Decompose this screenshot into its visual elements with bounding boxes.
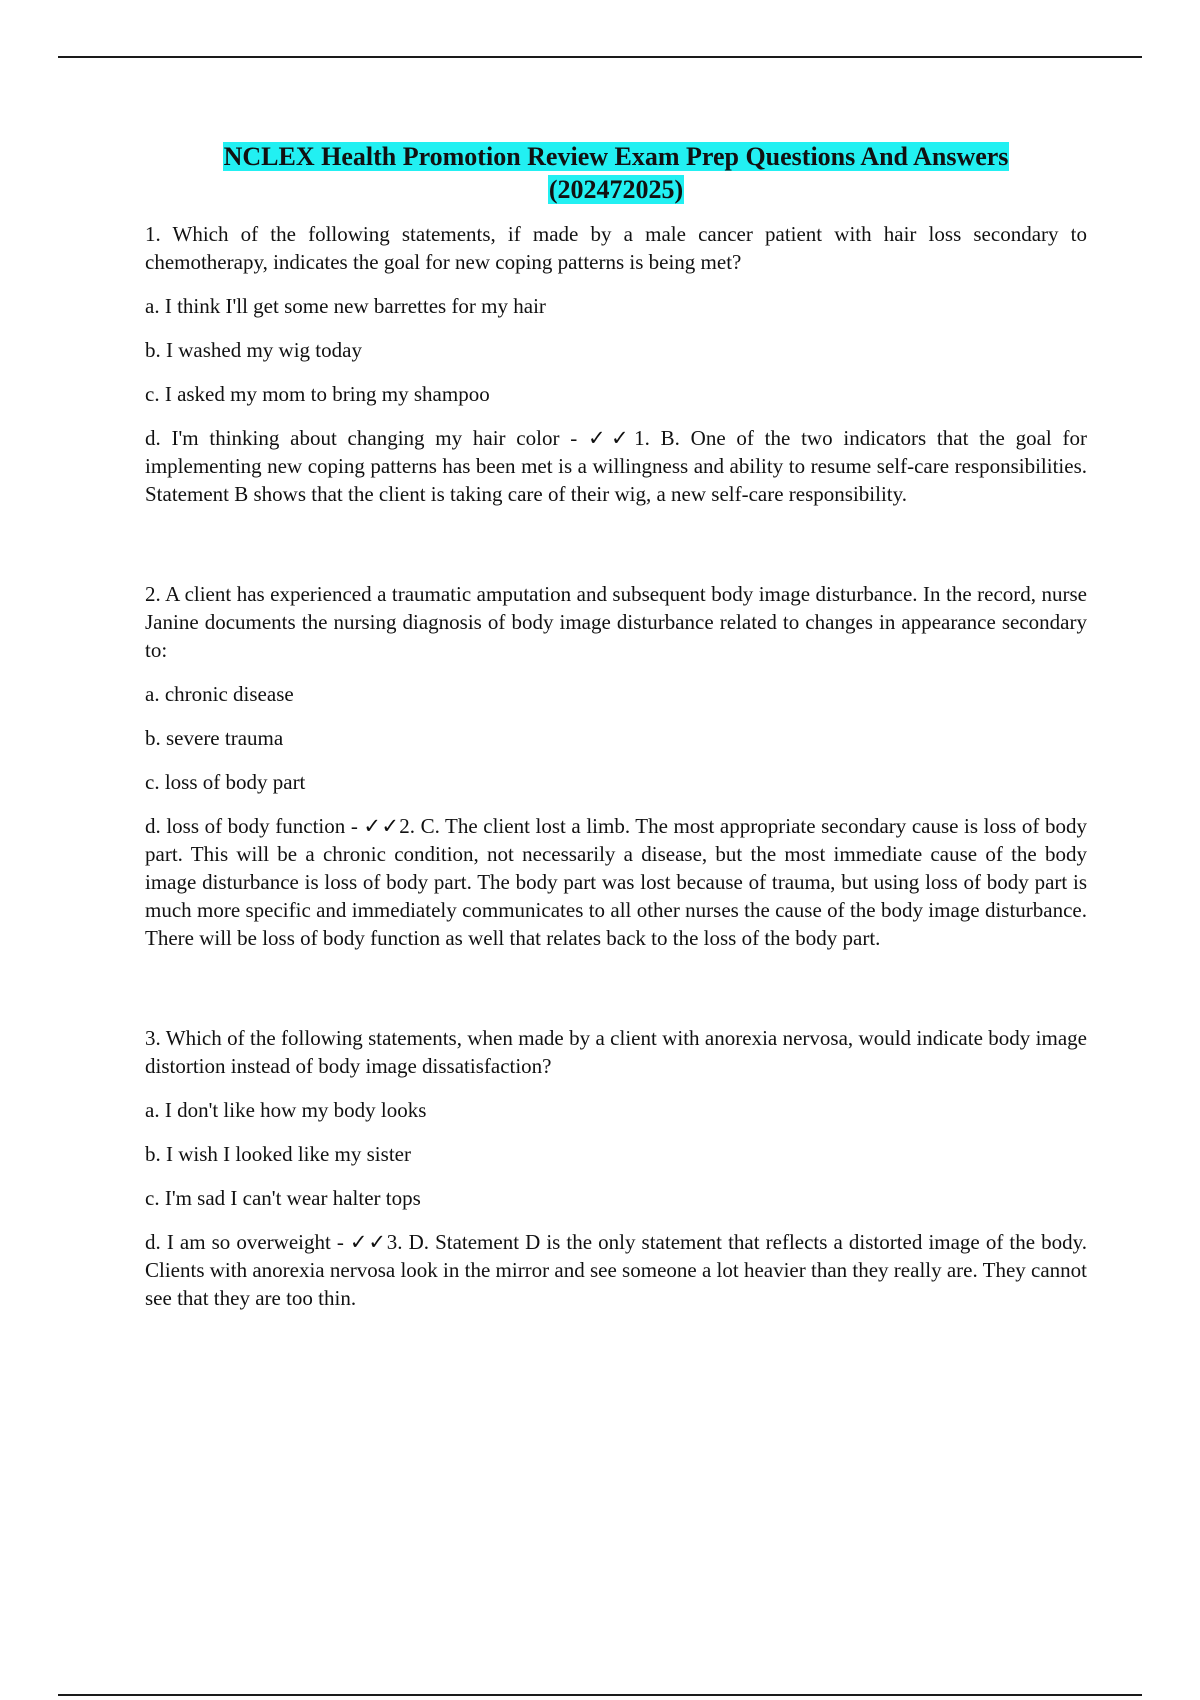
option-b: b. I wish I looked like my sister (145, 1142, 411, 1166)
option-d-with-answer: d. loss of body function - ✓✓2. C. The client lost a limb. The most appropriate secondary cause is loss of body part. This will be a chronic condition, not necessarily a disease, but the most immediate cause of the body image disturbance is loss of body part. The body part was lost because of trauma, but using loss of body part is much more specific and immediately communicates to all other nurses the cause of the body image disturbance. There will be loss of body function as well that relates back to the loss of the body part. (145, 814, 1087, 950)
option-c: c. I asked my mom to bring my shampoo (145, 382, 490, 406)
option-a: a. I think I'll get some new barrettes for my hair (145, 294, 546, 318)
option-a: a. chronic disease (145, 682, 294, 706)
document-body (145, 140, 1087, 1328)
option-d-with-answer: d. I'm thinking about changing my hair color - ✓✓1. B. One of the two indicators that the goal for implementing new coping patterns has been met is a willingness and ability to resume self-care responsibilities. Statement B shows that the client is taking care of their wig, a new self-care responsibility. (145, 426, 1087, 506)
title-line-1: NCLEX Health Promotion Review Exam Prep Questions And Answers (223, 142, 1009, 171)
option-c: c. loss of body part (145, 770, 306, 794)
top-rule (58, 56, 1142, 58)
question-stem: 2. A client has experienced a traumatic amputation and subsequent body image disturbance. In the record, nurse Janine documents the nursing diagnosis of body image disturbance related to changes in appearance secondary to: (145, 582, 1087, 662)
section-spacer (145, 968, 1087, 1024)
question-stem: 1. Which of the following statements, if made by a male cancer patient with hair loss secondary to chemotherapy, indicates the goal for new coping patterns is being met? (145, 222, 1087, 274)
option-d-with-answer: d. I am so overweight - ✓✓3. D. Statement D is the only statement that reflects a distorted image of the body. Clients with anorexia nervosa look in the mirror and see someone a lot heavier than they really are. They cannot see that they are too thin. (145, 1230, 1087, 1310)
question-stem: 3. Which of the following statements, when made by a client with anorexia nervosa, would indicate body image distortion instead of body image dissatisfaction? (145, 1026, 1087, 1078)
section-spacer (145, 524, 1087, 580)
question-1 (145, 220, 1087, 508)
page-title (145, 140, 1087, 206)
question-2 (145, 580, 1087, 952)
question-3 (145, 1024, 1087, 1312)
option-a: a. I don't like how my body looks (145, 1098, 427, 1122)
option-b: b. severe trauma (145, 726, 284, 750)
title-line-2: (202472025) (548, 175, 684, 204)
bottom-rule (58, 1694, 1142, 1696)
option-b: b. I washed my wig today (145, 338, 362, 362)
option-c: c. I'm sad I can't wear halter tops (145, 1186, 421, 1210)
